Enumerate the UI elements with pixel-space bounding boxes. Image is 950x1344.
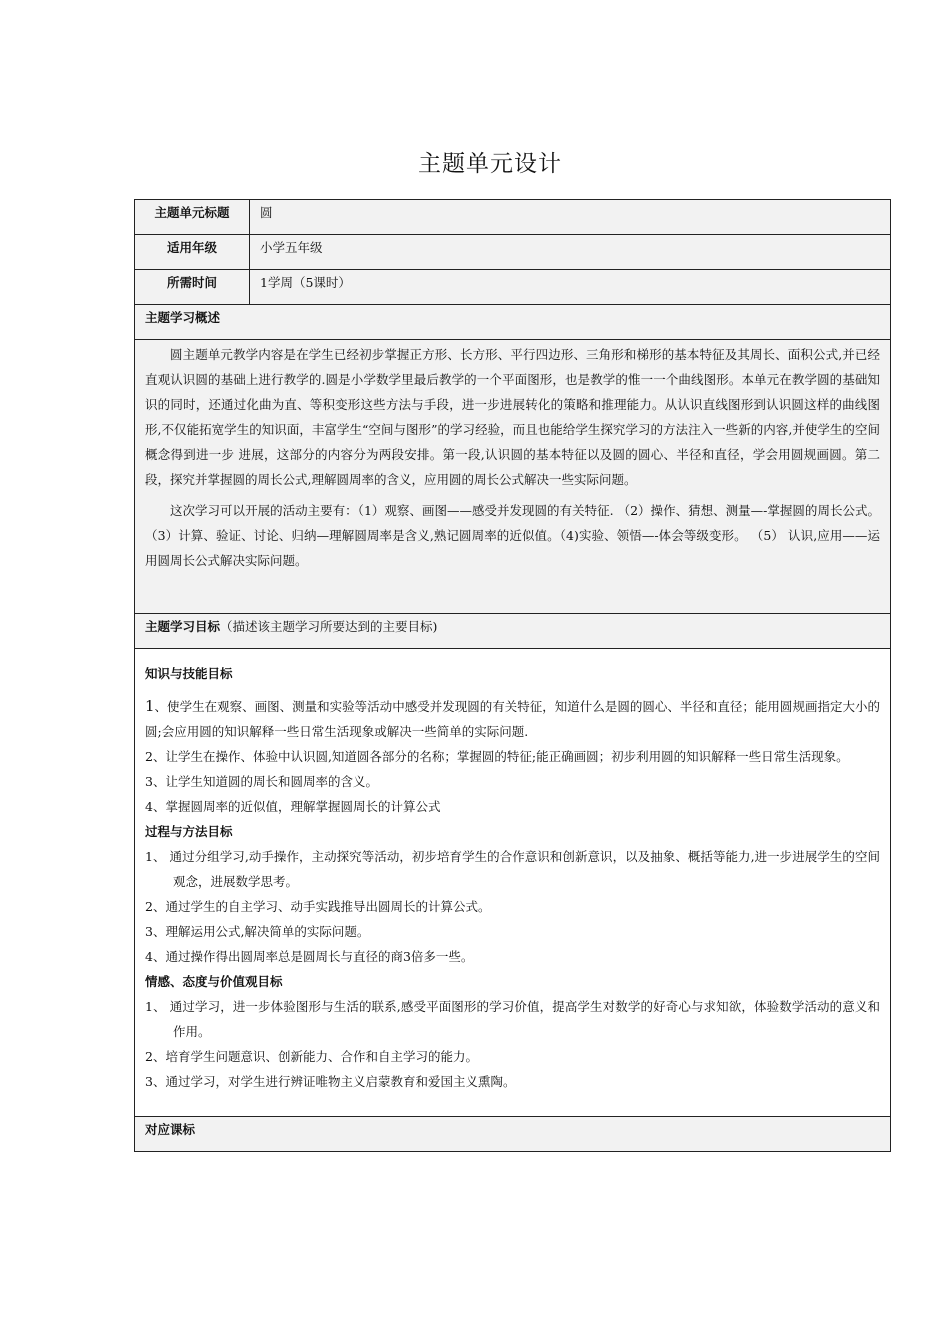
overview-paragraph-1: 圆主题单元教学内容是在学生已经初步掌握正方形、长方形、平行四边形、三角形和梯形的基本特征及其周长、面积公式,并已经直观认识圆的基础上进行教学的.圆是小学数学里最后教学的一个平面图形，也是教学的惟一一个曲线图形。本单元在教学圆的基础知识的同时，还通过化曲为直、等积变形这些方法与手段，进一步进展转化的策略和推理能力。从认识直线图形到认识圆这样的曲线图形,不仅能拓宽学生的知识面，丰富学生“空间与图形”的学习经验，而且也能给学生探究学习的方法注入一些新的内容,并使学生的空间概念得到进一步 进展，这部分的内容分为两段安排。第一段,认识圆的基本特征以及圆的圆心、半径和直径，学会用圆规画圆。第二段，探究并掌握圆的周长公式,理解圆周率的含义，应用圆的周长公式解决一些实际问题。 <box>145 347 880 487</box>
row-unit-title <box>135 200 891 235</box>
unit-design-table <box>134 199 891 1152</box>
standards-heading: 对应课标 <box>135 1117 891 1152</box>
attitude-goal-item: 1、 通过学习，进一步体验图形与生活的联系,感受平面图形的学习价值，提高学生对数学的好奇心与求知欲，体验数学活动的意义和作用。 <box>145 999 880 1039</box>
standards-heading-row <box>135 1117 891 1152</box>
row-time <box>135 270 891 305</box>
process-goal-item: 4、通过操作得出圆周率总是圆周长与直径的商3倍多一些。 <box>145 949 474 964</box>
goals-heading-hint: （描述该主题学习所要达到的主要目标) <box>220 619 438 634</box>
knowledge-goal-text: 、使学生在观察、画图、测量和实验等活动中感受并发现圆的有关特征，知道什么是圆的圆心、半径和直径；能用圆规画指定大小的圆;会应用圆的知识解释一些日常生活现象或解决一些简单的实际问题. <box>145 699 880 739</box>
knowledge-goals-title: 知识与技能目标 <box>145 666 233 681</box>
page-title: 主题单元设计 <box>418 151 562 177</box>
overview-heading-row <box>135 305 891 340</box>
grade-value: 小学五年级 <box>250 235 891 270</box>
overview-body <box>135 340 891 614</box>
knowledge-goal-item <box>145 694 880 744</box>
goals-row <box>135 649 891 1117</box>
knowledge-goal-item: 3、让学生知道圆的周长和圆周率的含义。 <box>145 774 378 789</box>
attitude-goal-item: 2、培育学生问题意识、创新能力、合作和自主学习的能力。 <box>145 1049 478 1064</box>
row-grade <box>135 235 891 270</box>
goals-heading: 主题学习目标 <box>145 619 221 634</box>
goals-heading-cell <box>135 614 891 649</box>
overview-heading: 主题学习概述 <box>135 305 891 340</box>
time-label: 所需时间 <box>135 270 250 305</box>
process-goal-item: 2、通过学生的自主学习、动手实践推导出圆周长的计算公式。 <box>145 899 491 914</box>
process-goals-title: 过程与方法目标 <box>145 824 233 839</box>
knowledge-goal-item: 2、让学生在操作、体验中认识圆,知道圆各部分的名称；掌握圆的特征;能正确画圆；初步利用圆的知识解释一些日常生活现象。 <box>145 749 849 764</box>
overview-paragraph-2: 这次学习可以开展的活动主要有：（1）观察、画图——感受并发现圆的有关特征. （2）操作、猜想、测量—-掌握圆的周长公式。（3）计算、验证、讨论、归纳—理解圆周率是含义,熟记圆周率的近似值。（4)实验、领悟—-体会等级变形。 （5） 认识,应用——运用圆周长公式解决实际问题。 <box>145 503 880 568</box>
overview-row <box>135 340 891 614</box>
knowledge-goal-item: 4、掌握圆周率的近似值，理解掌握圆周长的计算公式 <box>145 799 441 814</box>
unit-title-value: 圆 <box>250 200 891 235</box>
grade-label: 适用年级 <box>135 235 250 270</box>
goals-heading-row <box>135 614 891 649</box>
knowledge-goal-number: 1 <box>145 697 155 715</box>
attitude-goal-item: 3、通过学习，对学生进行辨证唯物主义启蒙教育和爱国主义熏陶。 <box>145 1074 516 1089</box>
process-goal-item: 1、 通过分组学习,动手操作，主动探究等活动，初步培育学生的合作意识和创新意识，以及抽象、概括等能力,进一步进展学生的空间观念，进展数学思考。 <box>145 849 880 889</box>
attitude-goals-title: 情感、态度与价值观目标 <box>145 974 283 989</box>
time-value: 1学周（5课时） <box>250 270 891 305</box>
process-goal-item: 3、理解运用公式,解决简单的实际问题。 <box>145 924 370 939</box>
goals-body <box>135 649 891 1117</box>
unit-title-label: 主题单元标题 <box>135 200 250 235</box>
